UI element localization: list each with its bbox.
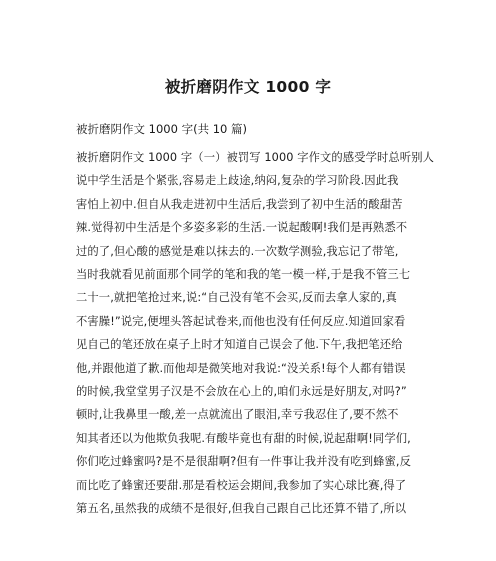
body-line: 第五名,虽然我的成绩不是很好,但我自己跟自己比还算不错了,所以 bbox=[76, 502, 407, 516]
body-line: 而比吃了蜂蜜还要甜.那是看校运会期间,我参加了实心球比赛,得了 bbox=[76, 478, 407, 492]
body-line: 不害臊!”说完,便埋头答起试卷来,而他也没有任何反应.知道回家看 bbox=[76, 314, 406, 328]
body-line: 的时候,我堂堂男子汉是不会放在心上的,咱们永远是好朋友,对吗?” bbox=[76, 385, 407, 399]
body-line: 二十一,就把笔抢过来,说:“自己没有笔不会买,反而去拿人家的,真 bbox=[76, 291, 397, 305]
document-subtitle: 被折磨阴作文 1000 字(共 10 篇) bbox=[76, 122, 247, 136]
body-line: 说中学生活是个紧张,容易走上歧途,纳闷,复杂的学习阶段.因此我 bbox=[76, 174, 399, 188]
body-line: 顿时,让我鼻里一酸,差一点就流出了眼泪,幸亏我忍住了,要不然不 bbox=[76, 408, 399, 422]
body-line: 见自己的笔还放在桌子上时才知道自己误会了他.下午,我把笔还给 bbox=[76, 338, 403, 352]
body-line: 他,并跟他道了歉.而他却是微笑地对我说:“没关系!每个人都有错误 bbox=[76, 361, 406, 375]
body-line: 当时我就看见前面那个同学的笔和我的笔一模一样,于是我不管三七 bbox=[76, 268, 411, 282]
document-title: 被折磨阴作文 1000 字 bbox=[164, 78, 332, 96]
body-line: 被折磨阴作文 1000 字（一）被罚写 1000 字作文的感受学时总听别人 bbox=[76, 151, 434, 164]
body-line: 你们吃过蜂蜜吗?是不是很甜啊?但有一件事让我并没有吃到蜂蜜,反 bbox=[76, 455, 411, 469]
body-line: 害怕上初中.但自从我走进初中生活后,我尝到了初中生活的酸甜苦 bbox=[76, 197, 403, 211]
body-line: 知其者还以为他欺负我呢.有酸毕竟也有甜的时候,说起甜啊!同学们, bbox=[76, 431, 411, 445]
body-line: 过的了,但心酸的感觉是难以抹去的.一次数学测验,我忘记了带笔, bbox=[76, 244, 399, 258]
document-body bbox=[76, 146, 434, 521]
body-line: 辣.觉得初中生活是个多姿多彩的生活.一说起酸啊!我们是再熟悉不 bbox=[76, 221, 408, 235]
